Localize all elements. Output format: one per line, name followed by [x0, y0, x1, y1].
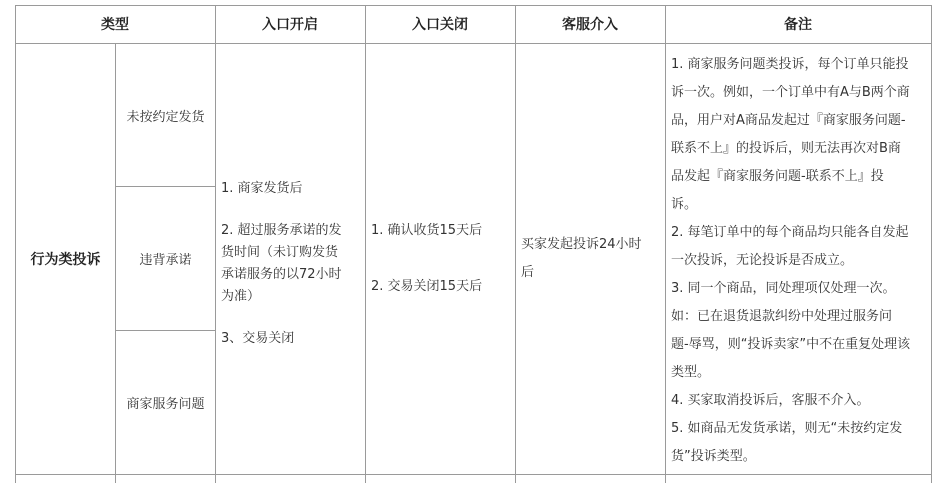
subtype-cell-service — [116, 331, 215, 474]
header-type: 类型 — [101, 17, 129, 33]
col-border-close — [365, 5, 366, 483]
entry-open-item-2: 2. 超过服务承诺的发 货时间（未订购发货 承诺服务的以72小时 为准） — [221, 223, 342, 304]
remark-line: 一次投诉，无论投诉是否成立。 — [671, 253, 854, 268]
remark-cell — [671, 51, 929, 473]
entry-open-item-3: 3、交易关闭 — [221, 331, 295, 346]
remark-line: 诉一次。例如，一个订单中有A与B两个商 — [671, 85, 910, 100]
entry-close-cell — [371, 44, 513, 474]
remark-line: 品，用户对A商品发起过『商家服务问题- — [671, 113, 906, 128]
remark-line: 类型。 — [671, 365, 711, 380]
header-entry-close: 入口关闭 — [412, 17, 468, 33]
service-text-line: 买家发起投诉24小时 — [521, 237, 642, 252]
remark-line: 2. 每笔订单中的每个商品均只能各自发起 — [671, 225, 909, 240]
col-border-service — [515, 5, 516, 483]
entry-open-item-1: 1. 商家发货后 — [221, 181, 303, 196]
remark-line: 诉。 — [671, 197, 698, 212]
subtype-cell-promise — [116, 187, 215, 330]
col-border-remark — [665, 5, 666, 483]
service-cell — [521, 44, 663, 474]
header-entry-open: 入口开启 — [262, 17, 318, 33]
remark-line: 3. 同一个商品，同处理项仅处理一次。 — [671, 281, 896, 296]
remark-line: 题-辱骂，则“投诉卖家”中不在重复处理该 — [671, 337, 911, 352]
header-service: 客服介入 — [562, 17, 618, 33]
complaint-table — [15, 5, 932, 483]
service-text-line: 后 — [521, 265, 535, 280]
remark-line: 1. 商家服务问题类投诉，每个订单只能投 — [671, 57, 909, 72]
subtype-label: 商家服务问题 — [126, 397, 205, 412]
subtype-cell-delivery — [116, 44, 215, 186]
header-remark: 备注 — [784, 17, 812, 33]
remark-line: 4. 买家取消投诉后，客服不介入。 — [671, 393, 870, 408]
category-cell — [16, 44, 115, 474]
remark-line: 如：已在退货退款纠纷中处理过服务问 — [671, 309, 893, 324]
row-bottom-border — [15, 474, 932, 475]
col-border-open — [215, 5, 216, 483]
remark-line: 货”投诉类型。 — [671, 449, 756, 464]
subtype-label: 违背承诺 — [139, 253, 192, 268]
entry-close-item-1: 1. 确认收货15天后 — [371, 223, 483, 238]
col-border-right — [931, 5, 932, 483]
category-label: 行为类投诉 — [30, 252, 101, 268]
entry-open-cell — [221, 44, 363, 474]
entry-close-item-2: 2. 交易关闭15天后 — [371, 279, 483, 294]
subtype-label: 未按约定发货 — [126, 109, 205, 125]
remark-line: 联系不上』的投诉后，则无法再次对B商 — [671, 141, 901, 156]
remark-line: 5. 如商品无发货承诺，则无“未按约定发 — [671, 421, 903, 436]
remark-line: 品发起『商家服务问题-联系不上』投 — [671, 169, 884, 184]
